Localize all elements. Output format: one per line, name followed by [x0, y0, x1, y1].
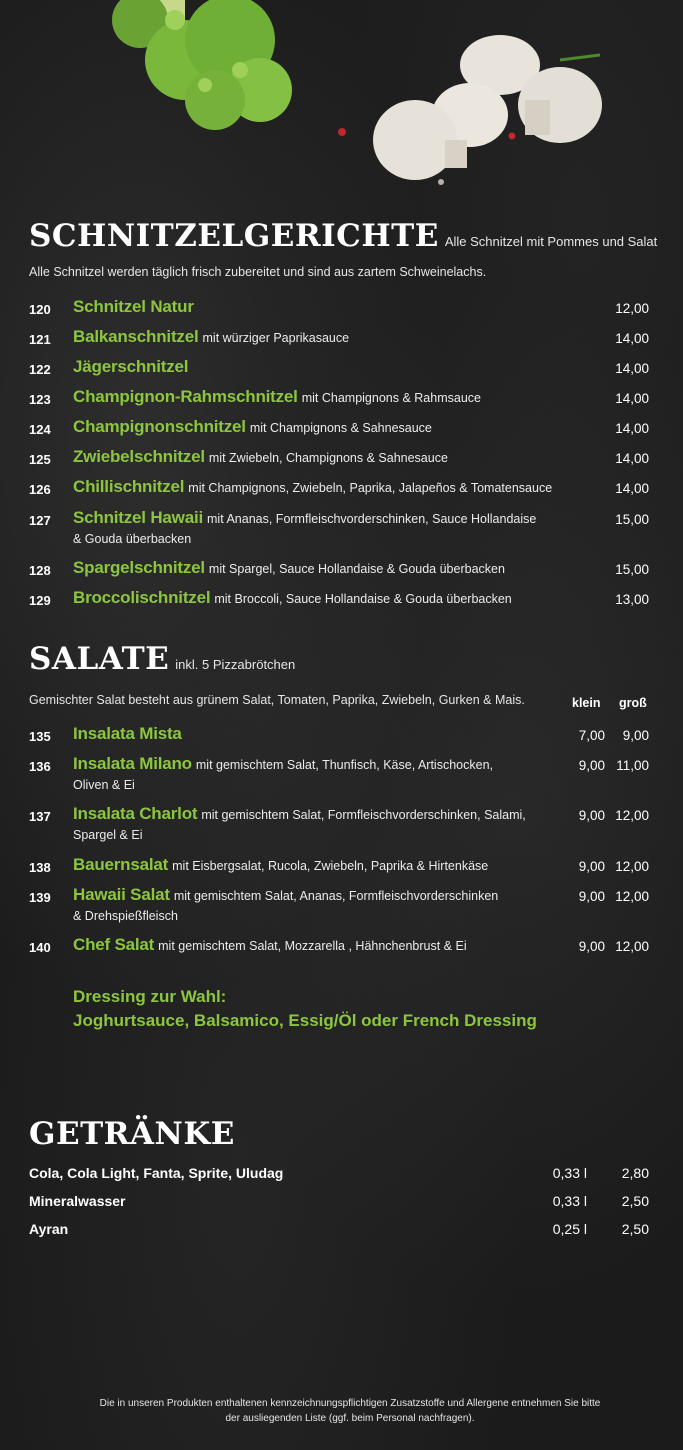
schnitzel-subtitle: Alle Schnitzel mit Pommes und Salat: [444, 234, 658, 249]
item-price: 14,00: [615, 391, 649, 406]
item-detail: mit gemischtem Salat, Formfleischvorderschinken, Salami,: [201, 808, 526, 822]
item-number: 125: [29, 452, 51, 467]
item-name: Bauernsalat: [73, 855, 169, 874]
item-number: 127: [29, 513, 51, 528]
dressing-heading: Dressing zur Wahl:: [73, 987, 227, 1006]
item-name: Champignonschnitzel: [73, 417, 246, 436]
getraenke-section-header: [29, 1116, 235, 1152]
item-price-small: 7,00: [578, 728, 605, 743]
item-detail: mit gemischtem Salat, Mozzarella , Hähnchenbrust & Ei: [158, 939, 467, 953]
dressing-options: Joghurtsauce, Balsamico, Essig/Öl oder French Dressing: [73, 1011, 537, 1030]
dressing-note: [73, 985, 537, 1033]
item-detail: mit Spargel, Sauce Hollandaise & Gouda überbacken: [208, 562, 505, 576]
size-big-header: groß: [619, 696, 647, 710]
item-number: 140: [29, 940, 51, 955]
item-name: Chef Salat: [73, 935, 155, 954]
size-small-header: klein: [572, 696, 601, 710]
item-name: Insalata Milano: [73, 754, 192, 773]
item-name: Champignon-Rahmschnitzel: [73, 387, 298, 406]
food-decoration: [0, 0, 683, 200]
item-price-big: 12,00: [615, 859, 649, 874]
item-detail: mit Eisbergsalat, Rucola, Zwiebeln, Paprika & Hirtenkäse: [172, 859, 489, 873]
salate-intro: Gemischter Salat besteht aus grünem Salat, Tomaten, Paprika, Zwiebeln, Gurken & Mais.: [29, 693, 525, 707]
item-price: 14,00: [615, 421, 649, 436]
item-name: Hawaii Salat: [73, 885, 170, 904]
item-number: 136: [29, 759, 51, 774]
drink-price: 2,80: [621, 1165, 649, 1181]
item-detail-line2: Spargel & Ei: [73, 828, 143, 842]
item-number: 135: [29, 729, 51, 744]
drink-price: 2,50: [621, 1221, 649, 1237]
schnitzel-intro: Alle Schnitzel werden täglich frisch zubereitet und sind aus zartem Schweinelachs.: [29, 265, 487, 279]
item-price-big: 12,00: [615, 808, 649, 823]
item-price: 15,00: [615, 512, 649, 527]
item-detail-line2: Oliven & Ei: [73, 778, 135, 792]
item-number: 139: [29, 890, 51, 905]
drink-price: 2,50: [621, 1193, 649, 1209]
item-detail: mit gemischtem Salat, Thunfisch, Käse, Artischocken,: [195, 758, 493, 772]
item-number: 120: [29, 302, 51, 317]
salate-title: SALATE: [29, 641, 170, 677]
allergen-notice-line2: der ausliegenden Liste (ggf. beim Personal nachfragen).: [225, 1413, 475, 1424]
item-detail: mit Ananas, Formfleischvorderschinken, Sauce Hollandaise: [207, 512, 537, 526]
drink-item: [29, 1221, 649, 1241]
item-price-small: 9,00: [578, 758, 605, 773]
item-price: 13,00: [615, 592, 649, 607]
item-price-big: 12,00: [615, 939, 649, 954]
getraenke-title: GETRÄNKE: [29, 1116, 235, 1152]
drink-name: Ayran: [29, 1221, 69, 1237]
item-price-big: 11,00: [616, 758, 649, 773]
item-price: 14,00: [615, 481, 649, 496]
item-price-small: 9,00: [578, 939, 605, 954]
item-number: 123: [29, 392, 51, 407]
item-detail: mit gemischtem Salat, Ananas, Formfleischvorderschinken: [173, 889, 499, 903]
item-name: Chillischnitzel: [73, 477, 185, 496]
drink-item: [29, 1165, 649, 1185]
item-number: 121: [29, 332, 51, 347]
allergen-notice: [60, 1396, 640, 1426]
item-price-big: 9,00: [622, 728, 649, 743]
item-price: 14,00: [615, 451, 649, 466]
item-number: 122: [29, 362, 51, 377]
schnitzel-section-header: [29, 218, 657, 254]
item-name: Insalata Charlot: [73, 804, 198, 823]
drink-volume: 0,25 l: [552, 1221, 587, 1237]
allergen-notice-line1: Die in unseren Produkten enthaltenen kennzeichnungspflichtigen Zusatzstoffe und Allergene entnehmen Sie bitte: [99, 1398, 601, 1409]
item-name: Broccolischnitzel: [73, 588, 211, 607]
item-name: Zwiebelschnitzel: [73, 447, 205, 466]
item-price-small: 9,00: [578, 859, 605, 874]
drink-name: Cola, Cola Light, Fanta, Sprite, Uludag: [29, 1165, 284, 1181]
item-number: 124: [29, 422, 51, 437]
item-detail-line2: & Gouda überbacken: [73, 532, 192, 546]
salate-subtitle: inkl. 5 Pizzabrötchen: [175, 657, 296, 672]
item-name: Insalata Mista: [73, 724, 182, 743]
item-detail: mit Champignons & Sahnesauce: [249, 421, 432, 435]
item-price: 12,00: [615, 301, 649, 316]
item-number: 128: [29, 563, 51, 578]
item-detail-line2: & Drehspießfleisch: [73, 909, 178, 923]
item-number: 137: [29, 809, 51, 824]
item-detail: mit Zwiebeln, Champignons & Sahnesauce: [208, 451, 448, 465]
item-name: Jägerschnitzel: [73, 357, 189, 376]
item-name: Balkanschnitzel: [73, 327, 199, 346]
item-name: Spargelschnitzel: [73, 558, 205, 577]
item-detail: mit Champignons & Rahmsauce: [301, 391, 481, 405]
mushrooms-image: [338, 35, 602, 185]
drink-item: [29, 1193, 649, 1213]
item-detail: mit würziger Paprikasauce: [202, 331, 350, 345]
drink-name: Mineralwasser: [29, 1193, 126, 1209]
item-detail: mit Broccoli, Sauce Hollandaise & Gouda überbacken: [214, 592, 512, 606]
item-price: 14,00: [615, 361, 649, 376]
schnitzel-title: SCHNITZELGERICHTE: [29, 218, 439, 254]
item-name: Schnitzel Natur: [73, 297, 194, 316]
drink-volume: 0,33 l: [552, 1193, 587, 1209]
item-price: 15,00: [615, 562, 649, 577]
item-name: Schnitzel Hawaii: [73, 508, 204, 527]
drink-volume: 0,33 l: [552, 1165, 587, 1181]
salate-section-header: [29, 641, 295, 677]
item-price: 14,00: [615, 331, 649, 346]
item-number: 126: [29, 482, 51, 497]
item-price-small: 9,00: [578, 808, 605, 823]
broccoli-image: [112, 0, 292, 130]
item-detail: mit Champignons, Zwiebeln, Paprika, Jalapeños & Tomatensauce: [188, 481, 553, 495]
item-number: 138: [29, 860, 51, 875]
item-price-big: 12,00: [615, 889, 649, 904]
item-price-small: 9,00: [578, 889, 605, 904]
item-number: 129: [29, 593, 51, 608]
